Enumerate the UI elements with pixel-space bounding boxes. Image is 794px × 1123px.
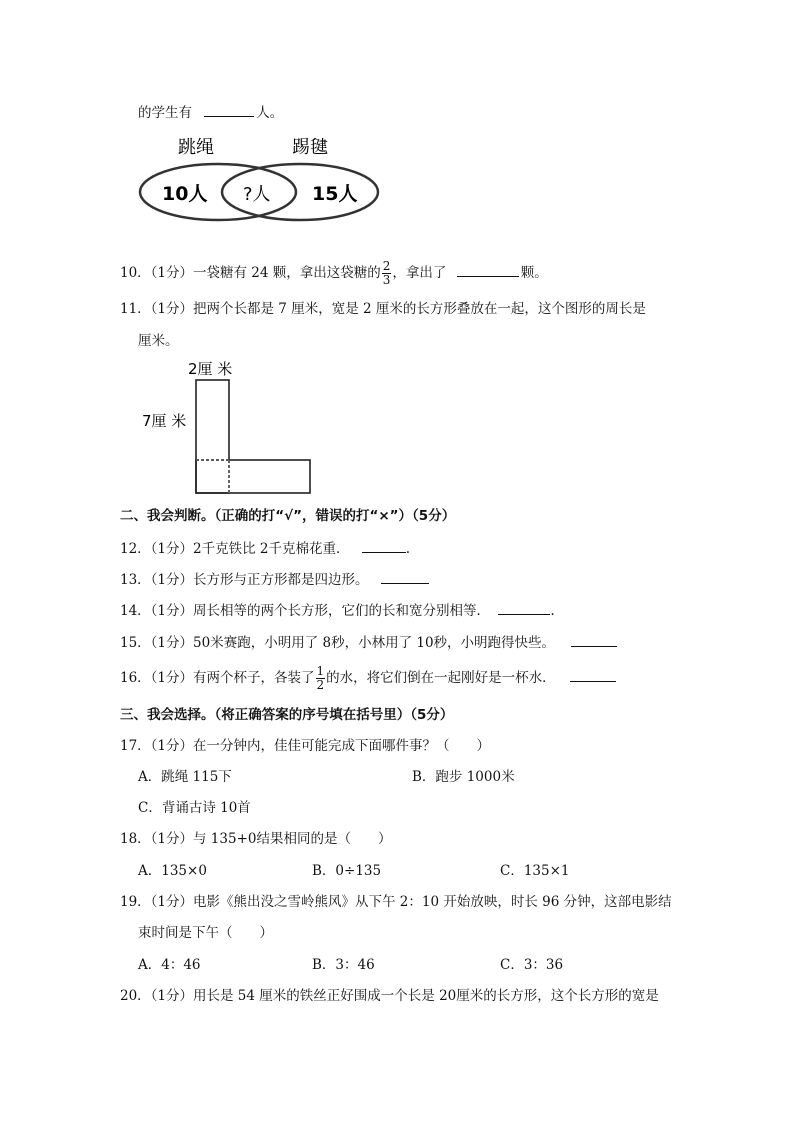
question-10: 10．（1分）一袋糖有 24 颗，拿出这袋糖的 $\frac{2}{3}$ ，拿出了 颗。 bbox=[120, 259, 548, 287]
question-19-line2: 束时间是下午（ ） bbox=[138, 925, 273, 941]
answer-blank[interactable] bbox=[498, 600, 550, 615]
question-14: 14．（1分）周长相等的两个长方形，它们的长和宽分别相等． . bbox=[120, 600, 555, 621]
option-19-a[interactable]: A．4：46 bbox=[138, 957, 201, 973]
venn-left-label: 跳绳 bbox=[178, 137, 214, 158]
figure-side-label: 7厘 米 bbox=[142, 412, 187, 430]
answer-blank[interactable] bbox=[204, 102, 254, 117]
question-9-tail: 的学生有 人。 bbox=[138, 102, 283, 123]
venn-diagram bbox=[130, 130, 390, 230]
option-18-b[interactable]: B．0÷135 bbox=[312, 863, 382, 879]
question-16: 16．（1分）有两个杯子，各装了 $\frac{1}{2}$ 的水，将它们倒在一起刚好是一杯水． bbox=[120, 665, 616, 692]
question-11-line1: 11．（1分）把两个长都是 7 厘米，宽是 2 厘米的长方形叠放在一起，这个图形的周长是 bbox=[120, 301, 646, 317]
answer-blank[interactable] bbox=[570, 667, 616, 682]
section-3-heading: 三、我会选择。（将正确答案的序号填在括号里）（5分） bbox=[120, 707, 454, 723]
question-12: 12．（1分）2千克铁比 2千克棉花重． . bbox=[120, 538, 410, 559]
fraction: $\frac{2}{3}$ bbox=[382, 259, 391, 287]
section-2-heading: 二、我会判断。（正确的打“√”，错误的打“×”）（5分） bbox=[120, 508, 456, 524]
fraction: $\frac{1}{2}$ bbox=[316, 664, 325, 692]
option-17-a[interactable]: A．跳绳 115下 bbox=[138, 769, 232, 785]
horizontal-rectangle bbox=[196, 460, 310, 493]
answer-blank[interactable] bbox=[571, 632, 617, 647]
rectangle-figure bbox=[138, 356, 318, 498]
venn-middle-value: ?人 bbox=[243, 184, 271, 205]
question-15: 15．（1分）50米赛跑，小明用了 8秒，小林用了 10秒，小明跑得快些。 bbox=[120, 632, 617, 653]
option-17-c[interactable]: C．背诵古诗 10首 bbox=[138, 800, 251, 816]
option-18-a[interactable]: A．135×0 bbox=[138, 863, 207, 879]
vertical-rectangle bbox=[196, 380, 229, 493]
question-19-line1: 19．（1分）电影《熊出没之雪岭熊风》从下午 2：10 开始放映，时长 96 分钟，这部电影结 bbox=[120, 894, 672, 910]
question-18: 18．（1分）与 135+0结果相同的是（ ） bbox=[120, 831, 392, 847]
answer-blank[interactable] bbox=[362, 538, 406, 553]
option-19-b[interactable]: B．3：46 bbox=[312, 957, 375, 973]
venn-right-value: 15人 bbox=[312, 183, 358, 205]
figure-top-label: 2厘 米 bbox=[188, 360, 233, 378]
question-20: 20．（1分）用长是 54 厘米的铁丝正好围成一个长是 20厘米的长方形，这个长方形的宽是 bbox=[120, 988, 659, 1004]
answer-blank[interactable] bbox=[457, 262, 519, 277]
answer-blank[interactable] bbox=[381, 569, 429, 584]
venn-right-label: 踢毽 bbox=[292, 137, 328, 158]
option-19-c[interactable]: C．3：36 bbox=[500, 957, 564, 973]
option-17-b[interactable]: B．跑步 1000米 bbox=[412, 769, 515, 785]
option-18-c[interactable]: C．135×1 bbox=[500, 863, 570, 879]
question-13: 13．（1分）长方形与正方形都是四边形。 bbox=[120, 569, 429, 590]
question-11-line2: 厘米。 bbox=[138, 333, 179, 349]
question-17: 17．（1分）在一分钟内，佳佳可能完成下面哪件事？（ ） bbox=[120, 738, 491, 754]
venn-left-value: 10人 bbox=[162, 183, 208, 205]
